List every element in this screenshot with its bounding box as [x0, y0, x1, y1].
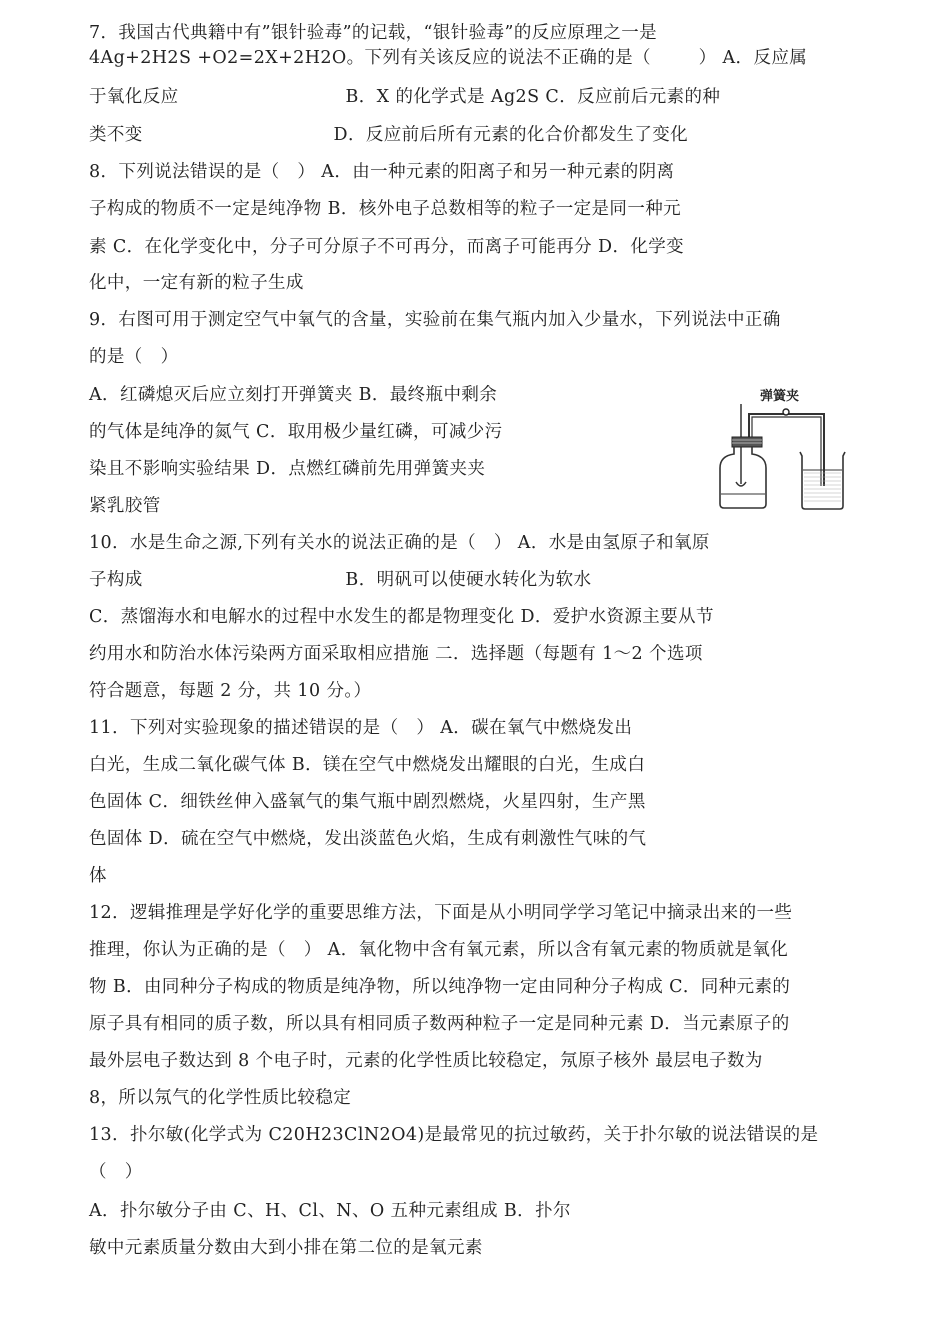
q12-line-2: 推理，你认为正确的是（ ） A．氧化物中含有氧元素，所以含有氧元素的物质就是氧化	[89, 940, 789, 960]
q7-line-3: 于氧化反应 B．X 的化学式是 Ag2S C．反应前后元素的种	[89, 87, 721, 107]
q9-line-6: 紧乳胶管	[89, 496, 161, 516]
q12-line-1: 12．逻辑推理是学好化学的重要思维方法，下面是从小明同学学习笔记中摘录出来的一些	[89, 903, 793, 923]
q12-line-6: 8，所以氖气的化学性质比较稳定	[89, 1088, 352, 1108]
q13-line-3: A．扑尔敏分子由 C、H、Cl、N、O 五种元素组成 B．扑尔	[89, 1201, 571, 1221]
q13-line-2: （ ）	[89, 1162, 143, 1182]
q8-line-4: 化中，一定有新的粒子生成	[89, 273, 304, 293]
q9-line-4: 的气体是纯净的氮气 C．取用极少量红磷，可减少污	[89, 422, 503, 442]
spring-clamp-label: 弹簧夹	[760, 389, 800, 404]
q8-line-2: 子构成的物质不一定是纯净物 B．核外电子总数相等的粒子一定是同一种元	[89, 199, 682, 219]
q10-line-1: 10．水是生命之源,下列有关水的说法正确的是（ ） A．水是由氢原子和氧原	[89, 533, 710, 553]
oxygen-experiment-diagram	[712, 382, 862, 522]
spring-clamp-icon	[783, 409, 789, 415]
connecting-tube	[749, 414, 824, 486]
q9-line-2: 的是（ ）	[89, 347, 179, 367]
q7-line-2: 4Ag+2H2S +O2=2X+2H2O。下列有关该反应的说法不正确的是（ ） A．反应属	[89, 48, 808, 68]
q9-line-1: 9．右图可用于测定空气中氧气的含量，实验前在集气瓶内加入少量水，下列说法中正确	[89, 310, 781, 330]
gas-jar	[720, 447, 766, 508]
q13-line-4: 敏中元素质量分数由大到小排在第二位的是氧元素	[89, 1238, 483, 1258]
connecting-tube-inner	[752, 417, 821, 486]
q8-line-1: 8．下列说法错误的是（ ） A．由一种元素的阳离子和另一种元素的阴离	[89, 162, 675, 182]
q11-line-4: 色固体 D．硫在空气中燃烧，发出淡蓝色火焰，生成有刺激性气味的气	[89, 829, 647, 849]
q10-line-4: 约用水和防治水体污染两方面采取相应措施 二．选择题（每题有 1～2 个选项	[89, 644, 703, 664]
q13-line-1: 13．扑尔敏(化学式为 C20H23ClN2O4)是最常见的抗过敏药，关于扑尔敏的说法错误的是	[89, 1125, 819, 1145]
q10-line-2: 子构成 B．明矾可以使硬水转化为软水	[89, 570, 592, 590]
q11-line-2: 白光，生成二氧化碳气体 B．镁在空气中燃烧发出耀眼的白光，生成白	[89, 755, 646, 775]
q10-line-3: C．蒸馏海水和电解水的过程中水发生的都是物理变化 D．爱护水资源主要从节	[89, 607, 714, 627]
q9-line-3: A．红磷熄灭后应立刻打开弹簧夹 B．最终瓶中剩余	[89, 385, 498, 405]
q7-line-1: 7．我国古代典籍中有”银针验毒”的记载，“银针验毒”的反应原理之一是	[89, 23, 658, 43]
stopper	[732, 437, 762, 447]
q11-line-5: 体	[89, 866, 107, 886]
beaker	[800, 452, 845, 509]
q12-line-4: 原子具有相同的质子数，所以具有相同质子数两种粒子一定是同种元素 D．当元素原子的	[89, 1014, 790, 1034]
q12-line-5: 最外层电子数达到 8 个电子时，元素的化学性质比较稳定，氖原子核外 最层电子数为	[89, 1051, 763, 1071]
q9-line-5: 染且不影响实验结果 D．点燃红磷前先用弹簧夹夹	[89, 459, 486, 479]
q7-line-4: 类不变 D．反应前后所有元素的化合价都发生了变化	[89, 125, 689, 145]
section-note: 符合题意，每题 2 分，共 10 分。）	[89, 681, 372, 701]
q11-line-3: 色固体 C．细铁丝伸入盛氧气的集气瓶中剧烈燃烧，火星四射，生产黑	[89, 792, 646, 812]
q8-line-3: 素 C．在化学变化中，分子可分原子不可再分，而离子可能再分 D．化学变	[89, 237, 685, 257]
q11-line-1: 11．下列对实验现象的描述错误的是（ ） A．碳在氧气中燃烧发出	[89, 718, 633, 738]
apparatus-figure	[712, 382, 862, 522]
q12-line-3: 物 B．由同种分子构成的物质是纯净物，所以纯净物一定由同种分子构成 C．同种元素的	[89, 977, 791, 997]
